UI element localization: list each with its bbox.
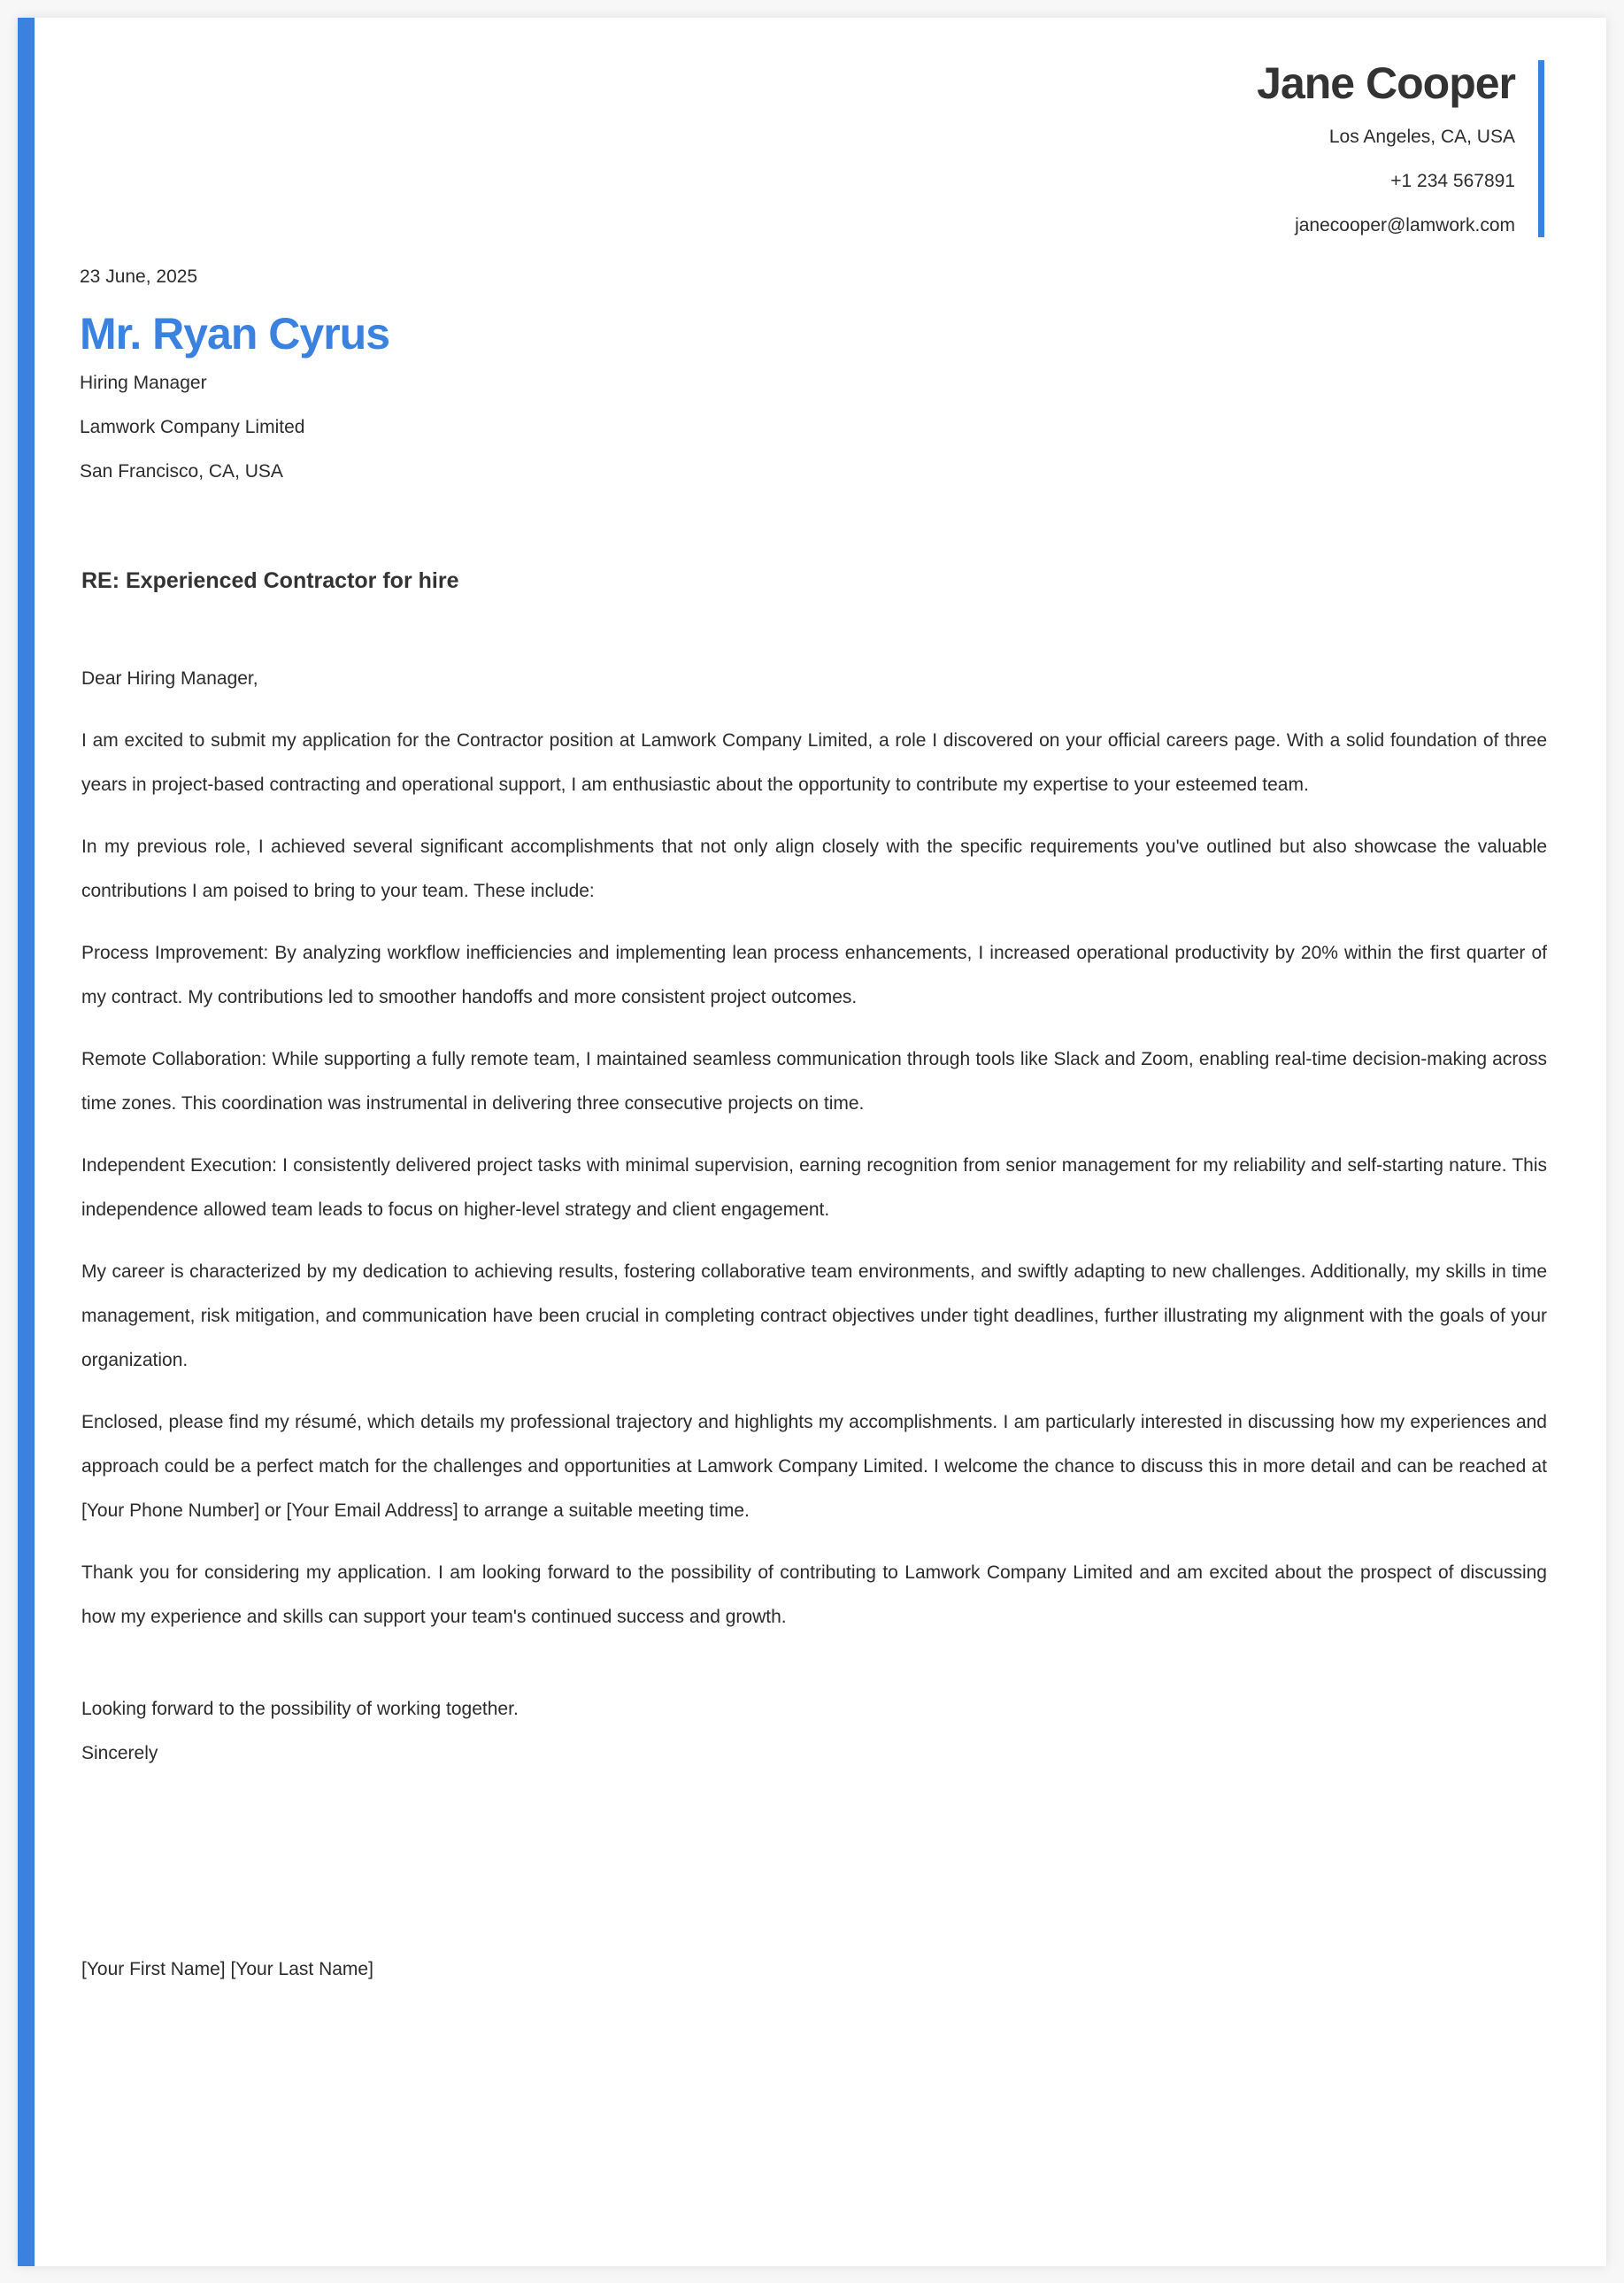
sender-email: janecooper@lamwork.com xyxy=(1295,215,1515,235)
signature-name: [Your First Name] [Your Last Name] xyxy=(81,1959,373,1979)
letter-page xyxy=(18,18,1606,2266)
body-paragraph: Remote Collaboration: While supporting a fully remote team, I maintained seamless communication through tools like Slack and Zoom, enabling real-time decision-making across time zones. This coordination was instrumental in delivering three consecutive projects on time. xyxy=(81,1049,1547,1114)
recipient-company: Lamwork Company Limited xyxy=(80,417,305,437)
sender-accent-bar xyxy=(1538,60,1544,237)
recipient-location: San Francisco, CA, USA xyxy=(80,461,283,482)
sender-location: Los Angeles, CA, USA xyxy=(1328,127,1515,147)
accent-sidebar-bar xyxy=(18,18,35,2266)
body-paragraph: Process Improvement: By analyzing workflow inefficiencies and implementing lean process enhancements, I increased operational productivity by 20% within the first quarter of my contract. My contributions led to smoother handoffs and more consistent project outcomes. xyxy=(81,943,1547,1007)
recipient-title: Hiring Manager xyxy=(80,373,207,393)
sender-phone: +1 234 567891 xyxy=(1390,171,1515,191)
letter-date: 23 June, 2025 xyxy=(80,266,198,287)
recipient-name: Mr. Ryan Cyrus xyxy=(80,309,390,359)
subject-line: RE: Experienced Contractor for hire xyxy=(81,568,459,593)
sender-name: Jane Cooper xyxy=(1257,58,1515,108)
greeting: Dear Hiring Manager, xyxy=(81,668,258,689)
body-paragraph: Enclosed, please find my résumé, which details my professional trajectory and highlights my accomplishments. I am particularly interested in discussing how my experiences and approach could be a perfect match for the challenges and opportunities at Lamwork Company Limited. I welcome the chance to discuss this in more detail and can be reached at [Your Phone Number] or [Your Email Address] to arrange a suitable meeting time. xyxy=(81,1412,1547,1521)
body-paragraph: Thank you for considering my application. I am looking forward to the possibility of contributing to Lamwork Company Limited and am excited about the prospect of discussing how my experience and skills can support your team's continued success and growth. xyxy=(81,1562,1547,1627)
body-paragraph: My career is characterized by my dedication to achieving results, fostering collaborative team environments, and swiftly adapting to new challenges. Additionally, my skills in time management, risk mitigation, and communication have been crucial in completing contract objectives under tight deadlines, further illustrating my alignment with the goals of your organization. xyxy=(81,1261,1547,1370)
body-paragraph: In my previous role, I achieved several significant accomplishments that not only align closely with the specific requirements you've outlined but also showcase the valuable contributions I am poised to bring to your team. These include: xyxy=(81,837,1547,901)
body-paragraph: I am excited to submit my application for the Contractor position at Lamwork Company Limited, a role I discovered on your official careers page. With a solid foundation of three years in project-based contracting and operational support, I am enthusiastic about the opportunity to contribute my expertise to your esteemed team. xyxy=(81,730,1547,795)
recipient-block xyxy=(80,306,389,494)
body-paragraph: Independent Execution: I consistently delivered project tasks with minimal supervision, earning recognition from senior management for my reliability and self-starting nature. This independence allowed team leads to focus on higher-level strategy and client engagement. xyxy=(81,1155,1547,1220)
closing-block xyxy=(81,1687,519,1776)
letter-body xyxy=(81,657,1547,1657)
signoff: Sincerely xyxy=(81,1743,158,1763)
sender-block xyxy=(1257,57,1515,248)
closing-line: Looking forward to the possibility of working together. xyxy=(81,1699,519,1719)
